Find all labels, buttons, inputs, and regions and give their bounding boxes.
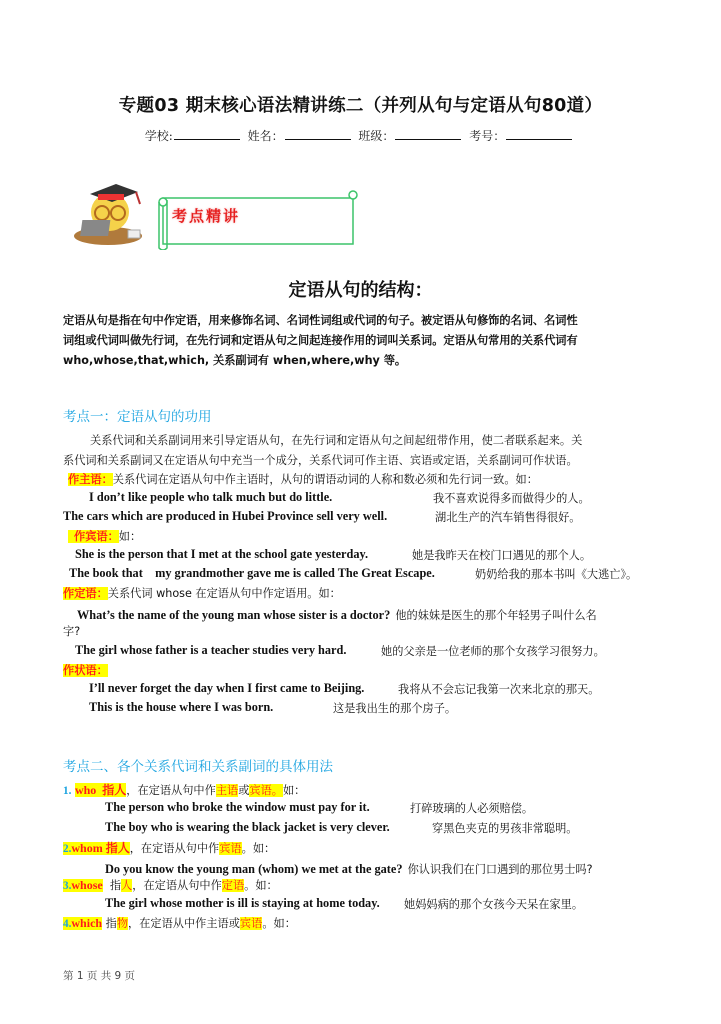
object-text: 如： [118,530,142,543]
item-word: who 指人 [74,783,127,797]
example-zh: 他的妹妹是医生的那个年轻男子叫什么名 [395,609,597,622]
item-text: 如： [282,784,306,797]
item-highlight: 宾语 [219,842,242,855]
item-text: ，在定语从句中作 [129,842,220,855]
object-tag: 作宾语： [68,530,119,543]
example-zh: 她的父亲是一位老师的那个女孩学习很努力。 [381,645,605,658]
example-zh: 她妈妈病的那个女孩今天呆在家里。 [404,898,584,911]
attributive-text: 关系代词 whose 在定语从句中作定语用。如： [107,587,341,600]
student-mascot-icon [68,180,158,250]
example-en: The girl whose mother is ill is staying at home today. [105,896,380,910]
item-word: which [71,916,103,930]
section-heading: 定语从句的结构： [288,280,433,301]
example-zh: 这是我出生的那个房子。 [333,702,457,715]
usage-item-which [63,915,296,931]
item-highlight: 人 [121,879,133,892]
example-en: The book that my grandmother gave me is called The Great Escape. [69,566,435,580]
item-highlight: 物 [116,917,129,930]
example-en: I’ll never forget the day when I first came to Beijing. [89,681,365,695]
item-label [63,917,102,930]
item-text: 或 [238,784,250,797]
item-highlight: 定语 [221,879,245,892]
item-word: whose [71,878,103,892]
example-en: Do you know the young man (whom) we met at the gate? [105,862,403,876]
item-text: ，在定语从句中作 [126,784,216,797]
subject-rule [68,471,538,487]
exam-number-label: 考号： [469,129,506,143]
page-footer: 第 1 页 共 9 页 [63,970,136,982]
class-label: 班级： [358,129,395,143]
item-label [63,879,103,892]
intro-line-2: 词组或代词叫做先行词，在先行词和定语从句之间起连接作用的词叫关系词。定语从句常用的关系代词有 [63,334,578,347]
usage-item-whom [63,839,275,856]
example-zh: 奶奶给我的那本书叫《大逃亡》。 [475,568,638,581]
example-zh: 她是我昨天在校门口遇见的那个人。 [412,549,592,562]
item-number: 2. [63,843,72,855]
usage-item-who [63,781,305,798]
banner-label: 考点精讲 [172,207,241,225]
item-text: 指 [102,917,117,930]
example-en: The girl whose father is a teacher studies very hard. [75,643,347,657]
attributive-example-1 [77,604,597,623]
example-zh: 穿黑色夹克的男孩非常聪明。 [432,822,578,835]
item-text: ，在定语从中作主语或 [128,917,240,930]
item-word: whom 指人 [71,841,130,855]
point1-desc-1: 关系代词和关系副词用来引导定语从句，在先行词和定语从句之间起纽带作用，使二者联系起来。关 [90,434,583,447]
item-text: 。如： [262,917,296,930]
document-title: 专题03 期末核心语法精讲练二（并列从句与定语从句80道） [118,96,603,116]
student-info-line [0,127,721,144]
example-en: What’s the name of the young man whose sister is a doctor? [77,608,391,622]
exam-number-blank [506,127,572,140]
school-blank [174,127,240,140]
attributive-rule [63,585,341,601]
class-blank [395,127,461,140]
example-zh: 你认识我们在门口遇到的那位男士吗? [407,863,593,876]
item-highlight: 宾语。 [249,784,283,797]
example-en: She is the person that I met at the school gate yesterday. [75,547,369,561]
point1-desc-2: 系代词和关系副词又在定语从句中充当一个成分，关系代词可作主语、宾语或定语，关系副词可作状语。 [63,454,578,467]
example-zh-wrap: 字? [63,625,81,638]
point1-heading: 考点一：定语从句的功用 [63,409,212,425]
item-number: 3. [63,880,72,892]
intro-line-3: who,whose,that,which, 关系副词有 when,where,why 等。 [63,354,407,367]
item-text: 。如： [244,879,278,892]
example-en: The cars which are produced in Hubei Province sell very well. [63,509,388,523]
example-zh: 湖北生产的汽车销售得很好。 [435,511,581,524]
example-en: The boy who is wearing the black jacket is very clever. [105,820,390,834]
point2-heading: 考点二、各个关系代词和关系副词的具体用法 [63,759,333,775]
usage-item-whose [63,877,278,893]
item-text: 指 [102,879,122,892]
school-label: 学校: [144,129,173,143]
subject-tag: 作主语： [68,473,113,486]
item-text: ，在定语从句中作 [132,879,222,892]
object-rule [68,528,141,544]
example-en: This is the house where I was born. [89,700,274,714]
name-label: 姓名： [247,129,284,143]
example-zh: 我将从不会忘记我第一次来北京的那天。 [398,683,600,696]
whom-example [105,858,593,877]
item-highlight: 宾语 [239,917,263,930]
example-en: I don’t like people who talk much but do little. [89,490,333,504]
example-zh: 我不喜欢说得多而做得少的人。 [433,492,590,505]
adverbial-tag: 作状语： [63,664,108,677]
example-en: The person who broke the window must pay for it. [105,800,370,814]
intro-line-1: 定语从句是指在句中作定语，用来修饰名词、名词性词组或代词的句子。被定语从句修饰的名词、名词性 [63,314,578,327]
item-text: 。如： [241,842,276,855]
subject-text: 关系代词在定语从句中作主语时，从句的谓语动词的人称和数必须和先行词一致。如： [112,473,538,486]
name-blank [285,127,351,140]
attributive-tag: 作定语： [63,587,108,600]
item-number: 1. [63,785,72,797]
example-zh: 打碎玻璃的人必须赔偿。 [410,802,534,815]
adverbial-rule [63,662,108,678]
item-number: 4. [63,918,72,930]
item-label [63,842,130,855]
item-highlight: 主语 [215,784,239,797]
